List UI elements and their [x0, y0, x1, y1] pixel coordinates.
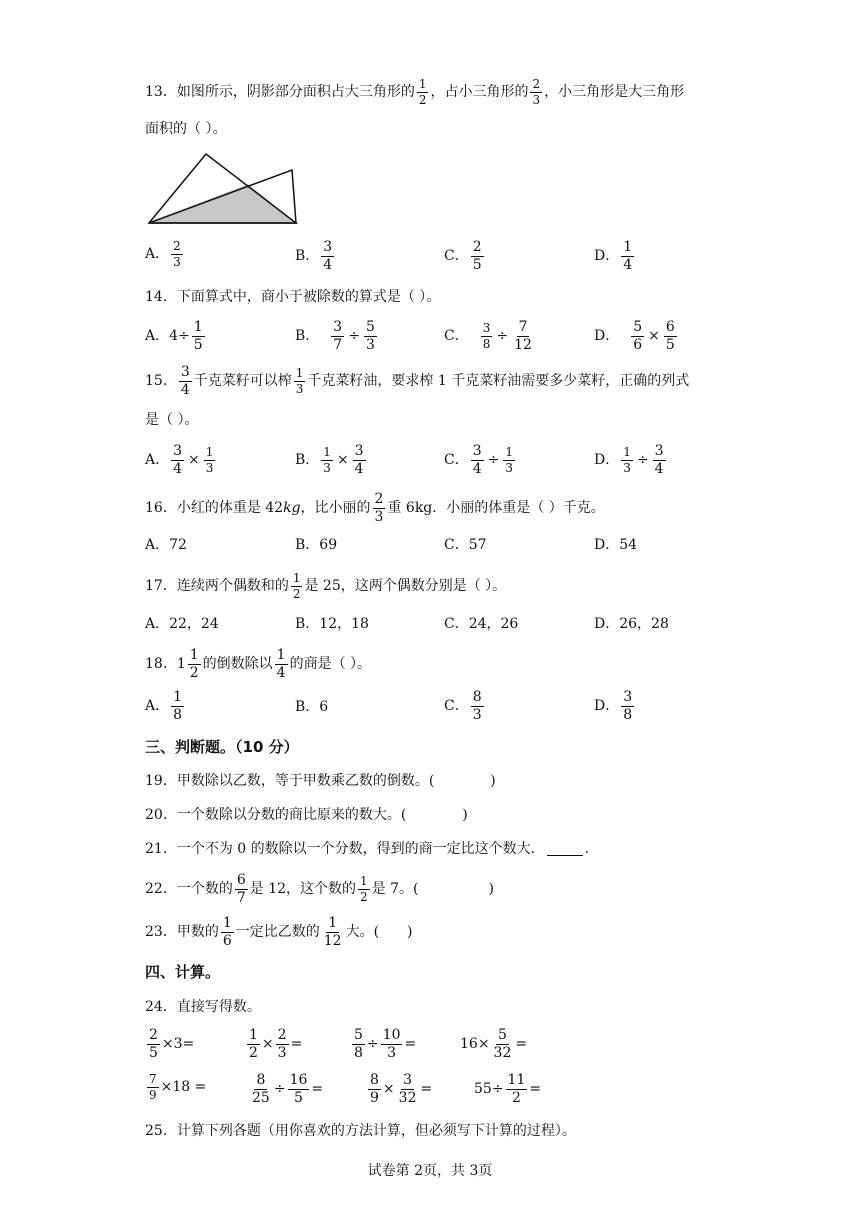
- q19-line: 19．甲数除以乙数，等于甲数乘乙数的倒数。( ): [145, 773, 496, 789]
- q15-option-b[interactable]: B． $\frac{1}{3}$ × $\frac{3}{4}$: [295, 443, 364, 477]
- q18-option-c[interactable]: C． $\frac{8}{3}$: [444, 689, 482, 723]
- calc-item: $\frac{5}{8}$ ÷ $\frac{10}{3}$ =: [354, 1027, 417, 1061]
- q18-option-b[interactable]: B． 6: [295, 699, 329, 715]
- q15-line2: 是（ ）。: [145, 412, 199, 428]
- q15-line1: 15． $\frac{3}{4}$ 千克菜籽可以榨 $\frac{1}{3}$ 千克菜籽油，要求榨 1 千克菜籽油需要多少菜籽，正确的列式: [145, 364, 690, 398]
- calc-item: $\frac{2}{5}$ ×3=: [149, 1027, 195, 1061]
- q17-option-a[interactable]: A．22，24: [145, 616, 219, 632]
- q18-line: 18． 1 $\frac{1}{2}$ 的倒数除以 $\frac{1}{4}$ 的商是（ ）。: [145, 647, 372, 681]
- q13-option-c[interactable]: C． $\frac{2}{5}$: [444, 239, 482, 273]
- calc-item: $\frac{1}{2}$ × $\frac{2}{3}$ =: [249, 1027, 303, 1061]
- q13-frac2: $\frac{2}{3}$: [532, 77, 541, 107]
- q13-line2: [145, 122, 226, 136]
- q25-line: 25．计算下列各题（用你喜欢的方法计算，但必须写下计算的过程）。: [145, 1123, 576, 1139]
- q13-option-a[interactable]: A． $\frac{2}{3}$: [145, 239, 181, 269]
- calc-item: 55÷ $\frac{11}{2}$ =: [474, 1072, 542, 1106]
- q20-line: 20．一个数除以分数的商比原来的数大。( ): [145, 807, 468, 823]
- calc-item: $\frac{7}{9}$ ×18 =: [149, 1072, 207, 1102]
- section-heading-calculation: 四、计算。: [145, 963, 221, 981]
- q13-option-b[interactable]: B． $\frac{3}{4}$: [295, 239, 333, 273]
- q13-text: 13．如图所示，阴影部分面积占大三角形的: [145, 84, 415, 101]
- q13-text4: 面积的（ ）。: [145, 121, 227, 137]
- calc-item: $\frac{8}{9}$ × $\frac{3}{32}$ =: [370, 1072, 433, 1106]
- q18-option-d[interactable]: D． $\frac{3}{8}$: [594, 689, 633, 723]
- q21-answer-blank[interactable]: [547, 843, 583, 856]
- q14-option-a[interactable]: A． 4÷ $\frac{1}{5}$: [145, 319, 203, 353]
- q21-line: 21．一个不为 0 的数除以一个分数，得到的商一定比这个数大． .: [145, 841, 590, 857]
- q16-option-a[interactable]: A．72: [145, 537, 187, 553]
- q15-option-d[interactable]: D． $\frac{1}{3}$ ÷ $\frac{3}{4}$: [594, 443, 664, 477]
- q22-line: 22．一个数的 $\frac{6}{7}$ 是 12，这个数的 $\frac{1}{2}$ 是 7。( ): [145, 872, 494, 906]
- q18-option-a[interactable]: A． $\frac{1}{8}$: [145, 689, 183, 723]
- q17-option-d[interactable]: D．26，28: [594, 616, 669, 632]
- q14-option-c[interactable]: C． $\frac{3}{8}$ ÷ $\frac{7}{12}$: [444, 319, 532, 353]
- q13-triangle-figure: [145, 150, 305, 230]
- q15-option-a[interactable]: A． $\frac{3}{4}$ × $\frac{1}{3}$: [145, 443, 214, 477]
- q13-text3: ，小三角形是大三角形: [544, 84, 685, 101]
- q17-option-b[interactable]: B．12，18: [295, 616, 369, 632]
- calc-item: $\frac{8}{25}$ ÷ $\frac{16}{5}$ =: [252, 1072, 324, 1106]
- q14-option-b[interactable]: B． $\frac{3}{7}$ ÷ $\frac{5}{3}$: [295, 319, 375, 353]
- q15-frac2: $\frac{1}{3}$: [295, 366, 304, 396]
- q23-line: 23．甲数的 $\frac{1}{6}$ 一定比乙数的 $\frac{1}{12}$ 大。( ): [145, 915, 413, 949]
- q13-option-d[interactable]: D． $\frac{1}{4}$: [594, 239, 633, 273]
- q17-line: 17．连续两个偶数和的 $\frac{1}{2}$ 是 25，这两个偶数分别是（ ）。: [145, 571, 507, 601]
- q15-option-c[interactable]: C． $\frac{3}{4}$ ÷ $\frac{1}{3}$: [444, 443, 514, 477]
- q16-line: 16．小红的体重是 42 kg ，比小丽的 $\frac{2}{3}$ 重 6kg．小丽的体重是（ ）千克。: [145, 491, 605, 525]
- q13-frac1: $\frac{1}{2}$: [418, 77, 427, 107]
- page-footer: 试卷第 2页，共 3页: [367, 1163, 493, 1179]
- q13-line1: [145, 78, 684, 106]
- calc-item: 16× $\frac{5}{32}$ =: [460, 1027, 528, 1061]
- section-heading-judgment: 三、判断题。（10 分）: [145, 738, 299, 756]
- q15-frac1: $\frac{3}{4}$: [180, 364, 190, 398]
- q24-line: 24．直接写得数。: [145, 999, 261, 1015]
- q14-option-d[interactable]: D． $\frac{5}{6}$ × $\frac{6}{5}$: [594, 319, 675, 353]
- q16-option-b[interactable]: B．69: [295, 537, 338, 553]
- q16-option-c[interactable]: C．57: [444, 537, 487, 553]
- q14-line: 14．下面算式中，商小于被除数的算式是（ ）。: [145, 289, 441, 305]
- q16-option-d[interactable]: D．54: [594, 537, 638, 553]
- q13-text2: ，占小三角形的: [430, 84, 529, 101]
- q17-option-c[interactable]: C．24，26: [444, 616, 519, 632]
